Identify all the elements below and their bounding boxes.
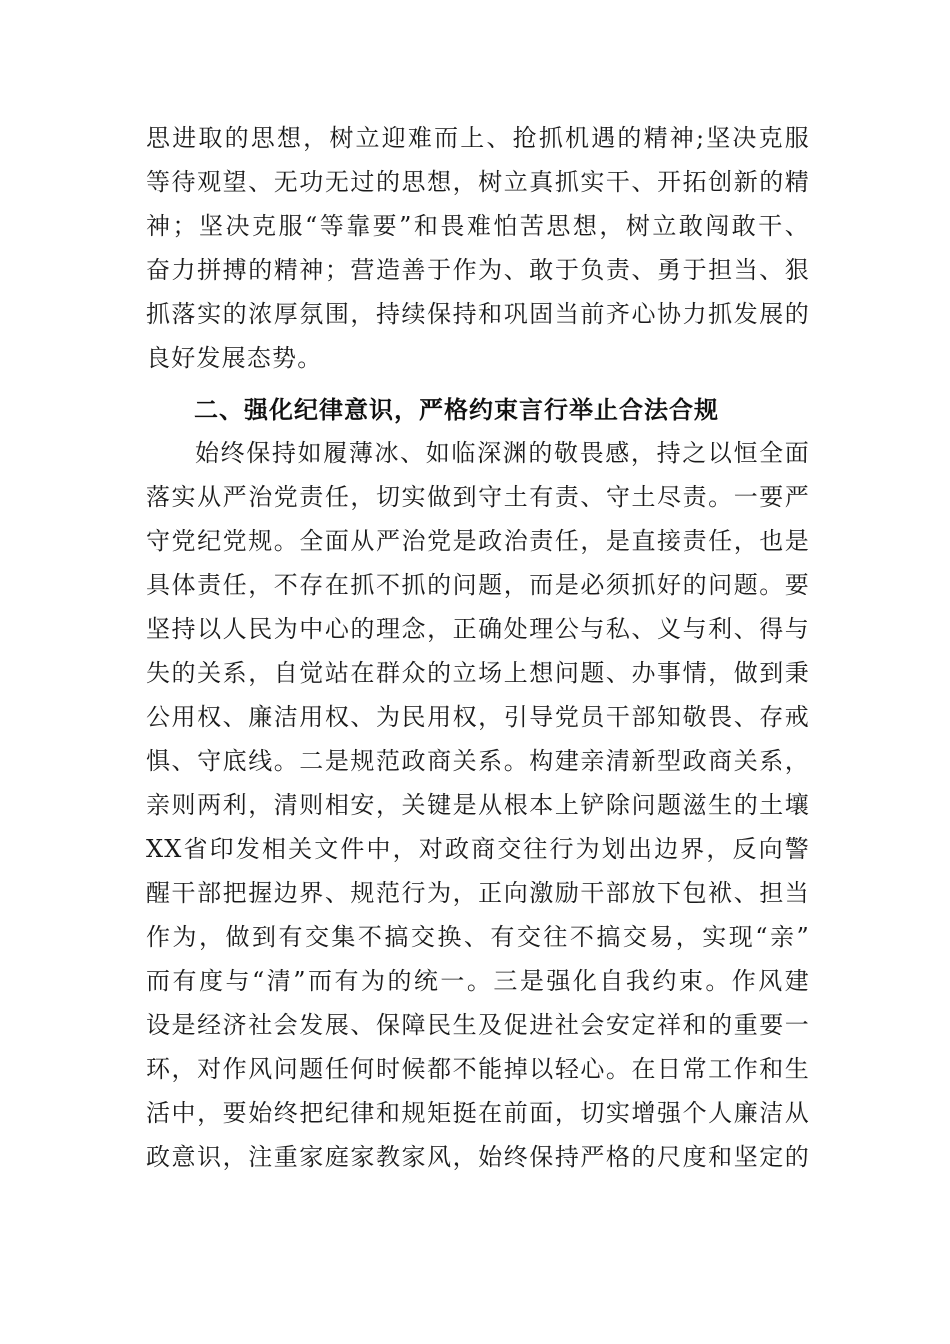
- paragraph-line: 而有度与“清”而有为的统一。三是强化自我约束。作风建: [146, 967, 810, 995]
- paragraph-line: 惧、守底线。二是规范政商关系。构建亲清新型政商关系，: [146, 747, 810, 775]
- paragraph-line: 坚持以人民为中心的理念，正确处理公与私、义与利、得与: [146, 615, 810, 643]
- paragraph-1: [146, 116, 810, 380]
- paragraph-line: 奋力拼搏的精神；营造善于作为、敢于负责、勇于担当、狠: [146, 256, 810, 284]
- paragraph-line: 失的关系，自觉站在群众的立场上想问题、办事情，做到秉: [146, 659, 810, 687]
- paragraph-line: 亲则两利，清则相安，关键是从根本上铲除问题滋生的土壤: [146, 791, 810, 819]
- paragraph-line: 政意识，注重家庭家教家风，始终保持严格的尺度和坚定的: [146, 1143, 810, 1171]
- paragraph-line: XX省印发相关文件中，对政商交往行为划出边界，反向警: [146, 835, 810, 863]
- paragraph-line: 等待观望、无功无过的思想，树立真抓实干、开拓创新的精: [146, 168, 810, 196]
- paragraph-line: 设是经济社会发展、保障民生及促进社会安定祥和的重要一: [146, 1011, 810, 1039]
- paragraph-line: 始终保持如履薄冰、如临深渊的敬畏感，持之以恒全面: [195, 439, 810, 467]
- paragraph-line: 思进取的思想，树立迎难而上、抢抓机遇的精神;坚决克服: [146, 124, 810, 152]
- paragraph-2: [146, 431, 810, 1179]
- paragraph-line: 良好发展态势。: [146, 344, 323, 372]
- paragraph-line: 守党纪党规。全面从严治党是政治责任，是直接责任，也是: [146, 527, 810, 555]
- paragraph-line: 活中，要始终把纪律和规矩挺在前面，切实增强个人廉洁从: [146, 1099, 810, 1127]
- paragraph-line: 落实从严治党责任，切实做到守土有责、守土尽责。一要严: [146, 483, 810, 511]
- paragraph-line: 抓落实的浓厚氛围，持续保持和巩固当前齐心协力抓发展的: [146, 300, 810, 328]
- section-heading: 二、强化纪律意识，严格约束言行举止合法合规: [194, 396, 719, 424]
- paragraph-line: 具体责任，不存在抓不抓的问题，而是必须抓好的问题。要: [146, 571, 810, 599]
- paragraph-line: 作为，做到有交集不搞交换、有交往不搞交易，实现“亲”: [146, 923, 810, 951]
- paragraph-line: 公用权、廉洁用权、为民用权，引导党员干部知敬畏、存戒: [146, 703, 810, 731]
- paragraph-line: 环，对作风问题任何时候都不能掉以轻心。在日常工作和生: [146, 1055, 810, 1083]
- paragraph-line: 神；坚决克服“等靠要”和畏难怕苦思想，树立敢闯敢干、: [146, 212, 810, 240]
- paragraph-line: 醒干部把握边界、规范行为，正向激励干部放下包袱、担当: [146, 879, 810, 907]
